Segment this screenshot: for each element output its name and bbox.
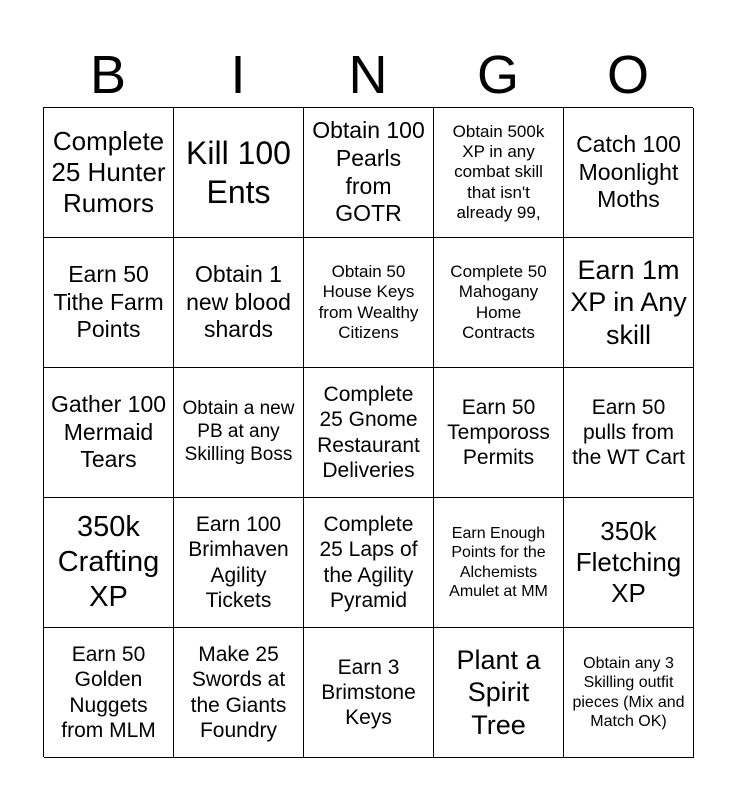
cell-text: Earn 50 pulls from the WT Cart (572, 395, 685, 470)
cell-text: Obtain any 3 Skilling outfit pieces (Mix and Match OK) (572, 655, 685, 730)
cell-text: Earn 1m XP in Any skill (570, 254, 687, 350)
bingo-cell[interactable] (174, 498, 304, 628)
bingo-board (43, 107, 693, 757)
cell-text: Catch 100 Moonlight Moths (576, 131, 681, 213)
bingo-cell[interactable] (564, 238, 694, 368)
bingo-cell[interactable] (434, 238, 564, 368)
cell-text: Earn 100 Brimhaven Agility Tickets (188, 513, 289, 612)
cell-text: Earn 50 Tempoross Permits (447, 395, 550, 470)
cell-text: Obtain 100 Pearls from GOTR (312, 117, 425, 227)
header-letter-b: B (89, 45, 127, 105)
bingo-cell[interactable] (44, 368, 174, 498)
bingo-cell[interactable] (564, 498, 694, 628)
cell-text: Earn 50 Tithe Farm Points (53, 261, 164, 343)
bingo-cell[interactable] (174, 628, 304, 758)
bingo-cell[interactable] (44, 498, 174, 628)
bingo-cell[interactable] (304, 628, 434, 758)
cell-text: Obtain 50 House Keys from Wealthy Citizens (318, 261, 419, 342)
cell-text: Plant a Spirit Tree (456, 644, 541, 740)
bingo-cell[interactable] (44, 238, 174, 368)
bingo-cell[interactable] (564, 628, 694, 758)
cell-text: Earn 50 Golden Nuggets from MLM (61, 643, 156, 742)
bingo-cell[interactable] (434, 368, 564, 498)
bingo-cell[interactable] (304, 108, 434, 238)
cell-text: Obtain 500k XP in any combat skill that isn't already 99, (452, 121, 545, 223)
cell-text: Obtain 1 new blood shards (186, 261, 291, 343)
cell-text: Obtain a new PB at any Skilling Boss (182, 398, 295, 465)
cell-text: Make 25 Swords at the Giants Foundry (190, 643, 287, 742)
cell-text: Complete 50 Mahogany Home Contracts (450, 261, 547, 342)
header-letter-n: N (348, 45, 388, 105)
bingo-cell[interactable] (304, 498, 434, 628)
bingo-cell[interactable] (564, 108, 694, 238)
bingo-cell[interactable] (304, 368, 434, 498)
cell-text: Kill 100 Ents (186, 135, 291, 210)
bingo-cell[interactable] (44, 628, 174, 758)
header-letter-i: I (230, 45, 246, 105)
cell-text: Complete 25 Laps of the Agility Pyramid (319, 513, 418, 612)
cell-text: 350k Crafting XP (57, 511, 160, 613)
cell-text: Complete 25 Gnome Restaurant Deliveries (317, 383, 420, 482)
header-letter-o: O (606, 45, 649, 105)
cell-text: 350k Fletching XP (575, 515, 682, 609)
bingo-cell[interactable] (174, 108, 304, 238)
bingo-cell[interactable] (434, 628, 564, 758)
bingo-cell[interactable] (174, 238, 304, 368)
bingo-cell[interactable] (434, 108, 564, 238)
bingo-cell[interactable] (564, 368, 694, 498)
cell-text: Earn Enough Points for the Alchemists Amulet at MM (449, 525, 548, 600)
bingo-header (43, 42, 693, 108)
bingo-cell[interactable] (434, 498, 564, 628)
cell-text: Gather 100 Mermaid Tears (50, 391, 167, 473)
cell-text: Earn 3 Brimstone Keys (321, 655, 416, 730)
header-letter-g: G (476, 45, 519, 105)
cell-text: Complete 25 Hunter Rumors (51, 125, 166, 219)
bingo-cell[interactable] (304, 238, 434, 368)
bingo-cell[interactable] (44, 108, 174, 238)
bingo-cell[interactable] (174, 368, 304, 498)
